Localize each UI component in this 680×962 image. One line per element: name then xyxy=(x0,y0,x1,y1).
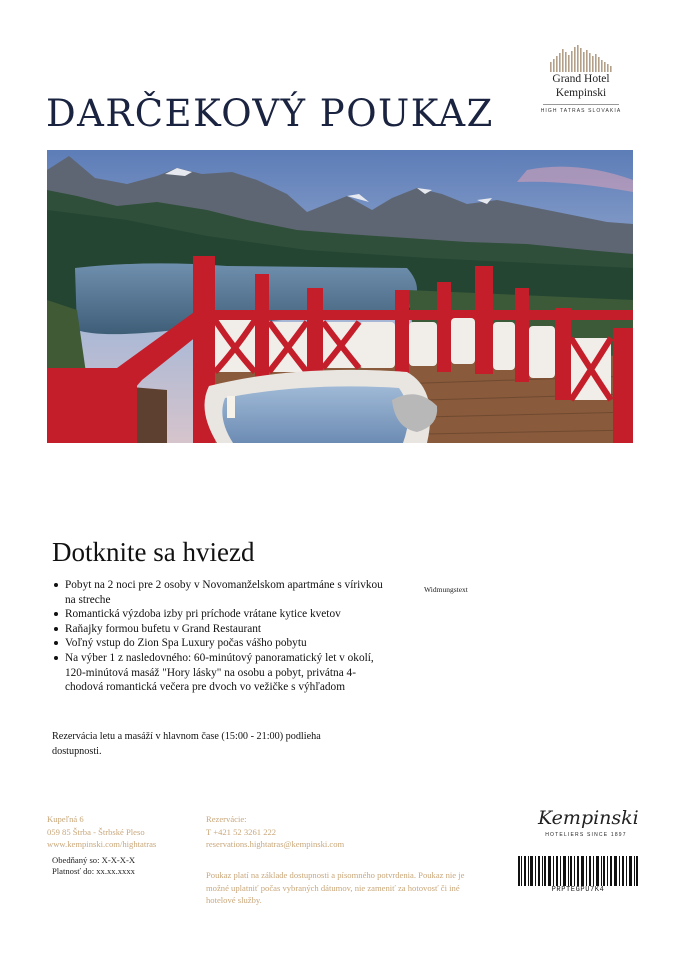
offer-heading: Dotknite sa hviezd xyxy=(52,537,255,567)
voucher-number: Obedňaný so: X-X-X-X xyxy=(52,855,136,865)
kempinski-logo xyxy=(538,807,639,838)
website-link[interactable]: www.kempinski.com/hightatras xyxy=(47,839,157,850)
reservation-contact xyxy=(206,813,344,851)
list-item: Na výber 1 z nasledovného: 60-minútový panoramatický let v okolí, 120-minútová masáž "Hory lásky" na osobu a pobyt, privátna 4-chodová romantická večera pre dvoch vo vežičke s výhľadom xyxy=(52,651,392,695)
kempinski-script: Kempinski xyxy=(538,807,639,829)
voucher-title: DARČEKOVÝ POUKAZ xyxy=(46,92,494,135)
mountain-skyline-icon xyxy=(548,44,614,72)
kempinski-subtitle: HOTELIERS SINCE 1897 xyxy=(545,832,627,838)
dedication-text: Widmungstext xyxy=(424,585,468,594)
address-line: 059 85 Štrba - Štrbské Pleso xyxy=(47,826,145,837)
hotel-address xyxy=(47,813,156,851)
voucher-validity xyxy=(52,855,135,877)
list-item: Voľný vstup do Zion Spa Luxury počas vášho pobytu xyxy=(52,636,392,651)
hotel-logo xyxy=(540,44,622,114)
list-item: Raňajky formou bufetu v Grand Restaurant xyxy=(52,622,392,637)
mountain-lake-hot-tub-illustration xyxy=(47,150,633,443)
offer-item-list xyxy=(52,578,392,695)
reservation-email[interactable]: reservations.hightatras@kempinski.com xyxy=(206,839,345,850)
logo-divider xyxy=(543,104,619,105)
list-item: Pobyt na 2 noci pre 2 osoby v Novomanželskom apartmáne s vírivkou na streche xyxy=(52,578,392,607)
barcode-icon xyxy=(518,856,638,886)
list-item: Romantická výzdoba izby pri príchode vrátane kytice kvetov xyxy=(52,607,392,622)
reservation-label: Rezervácie: xyxy=(206,814,247,824)
hotel-tagline: HIGH TATRAS SLOVAKIA xyxy=(540,108,622,114)
valid-until: Platnosť do: xx.xx.xxxx xyxy=(52,865,135,876)
hero-photo xyxy=(47,150,633,443)
barcode-number: PRPTEGPU7K4 xyxy=(551,886,605,894)
reservation-note: Rezervácia letu a masáží v hlavnom čase (15:00 - 21:00) podlieha dostupnosti. xyxy=(52,731,321,757)
fine-print: Poukaz platí na základe dostupnosti a písomného potvrdenia. Poukaz nie je možné uplatniť počas vybraných dátumov, nie zameniť za hotovosť či iné hotelové služby. xyxy=(206,870,465,906)
hotel-name-line1: Grand Hotel xyxy=(552,73,610,85)
phone-number[interactable]: T +421 52 3261 222 xyxy=(206,826,277,837)
address-line: Kupeľná 6 xyxy=(47,814,84,824)
hotel-name-line2: Kempinski xyxy=(555,87,607,99)
